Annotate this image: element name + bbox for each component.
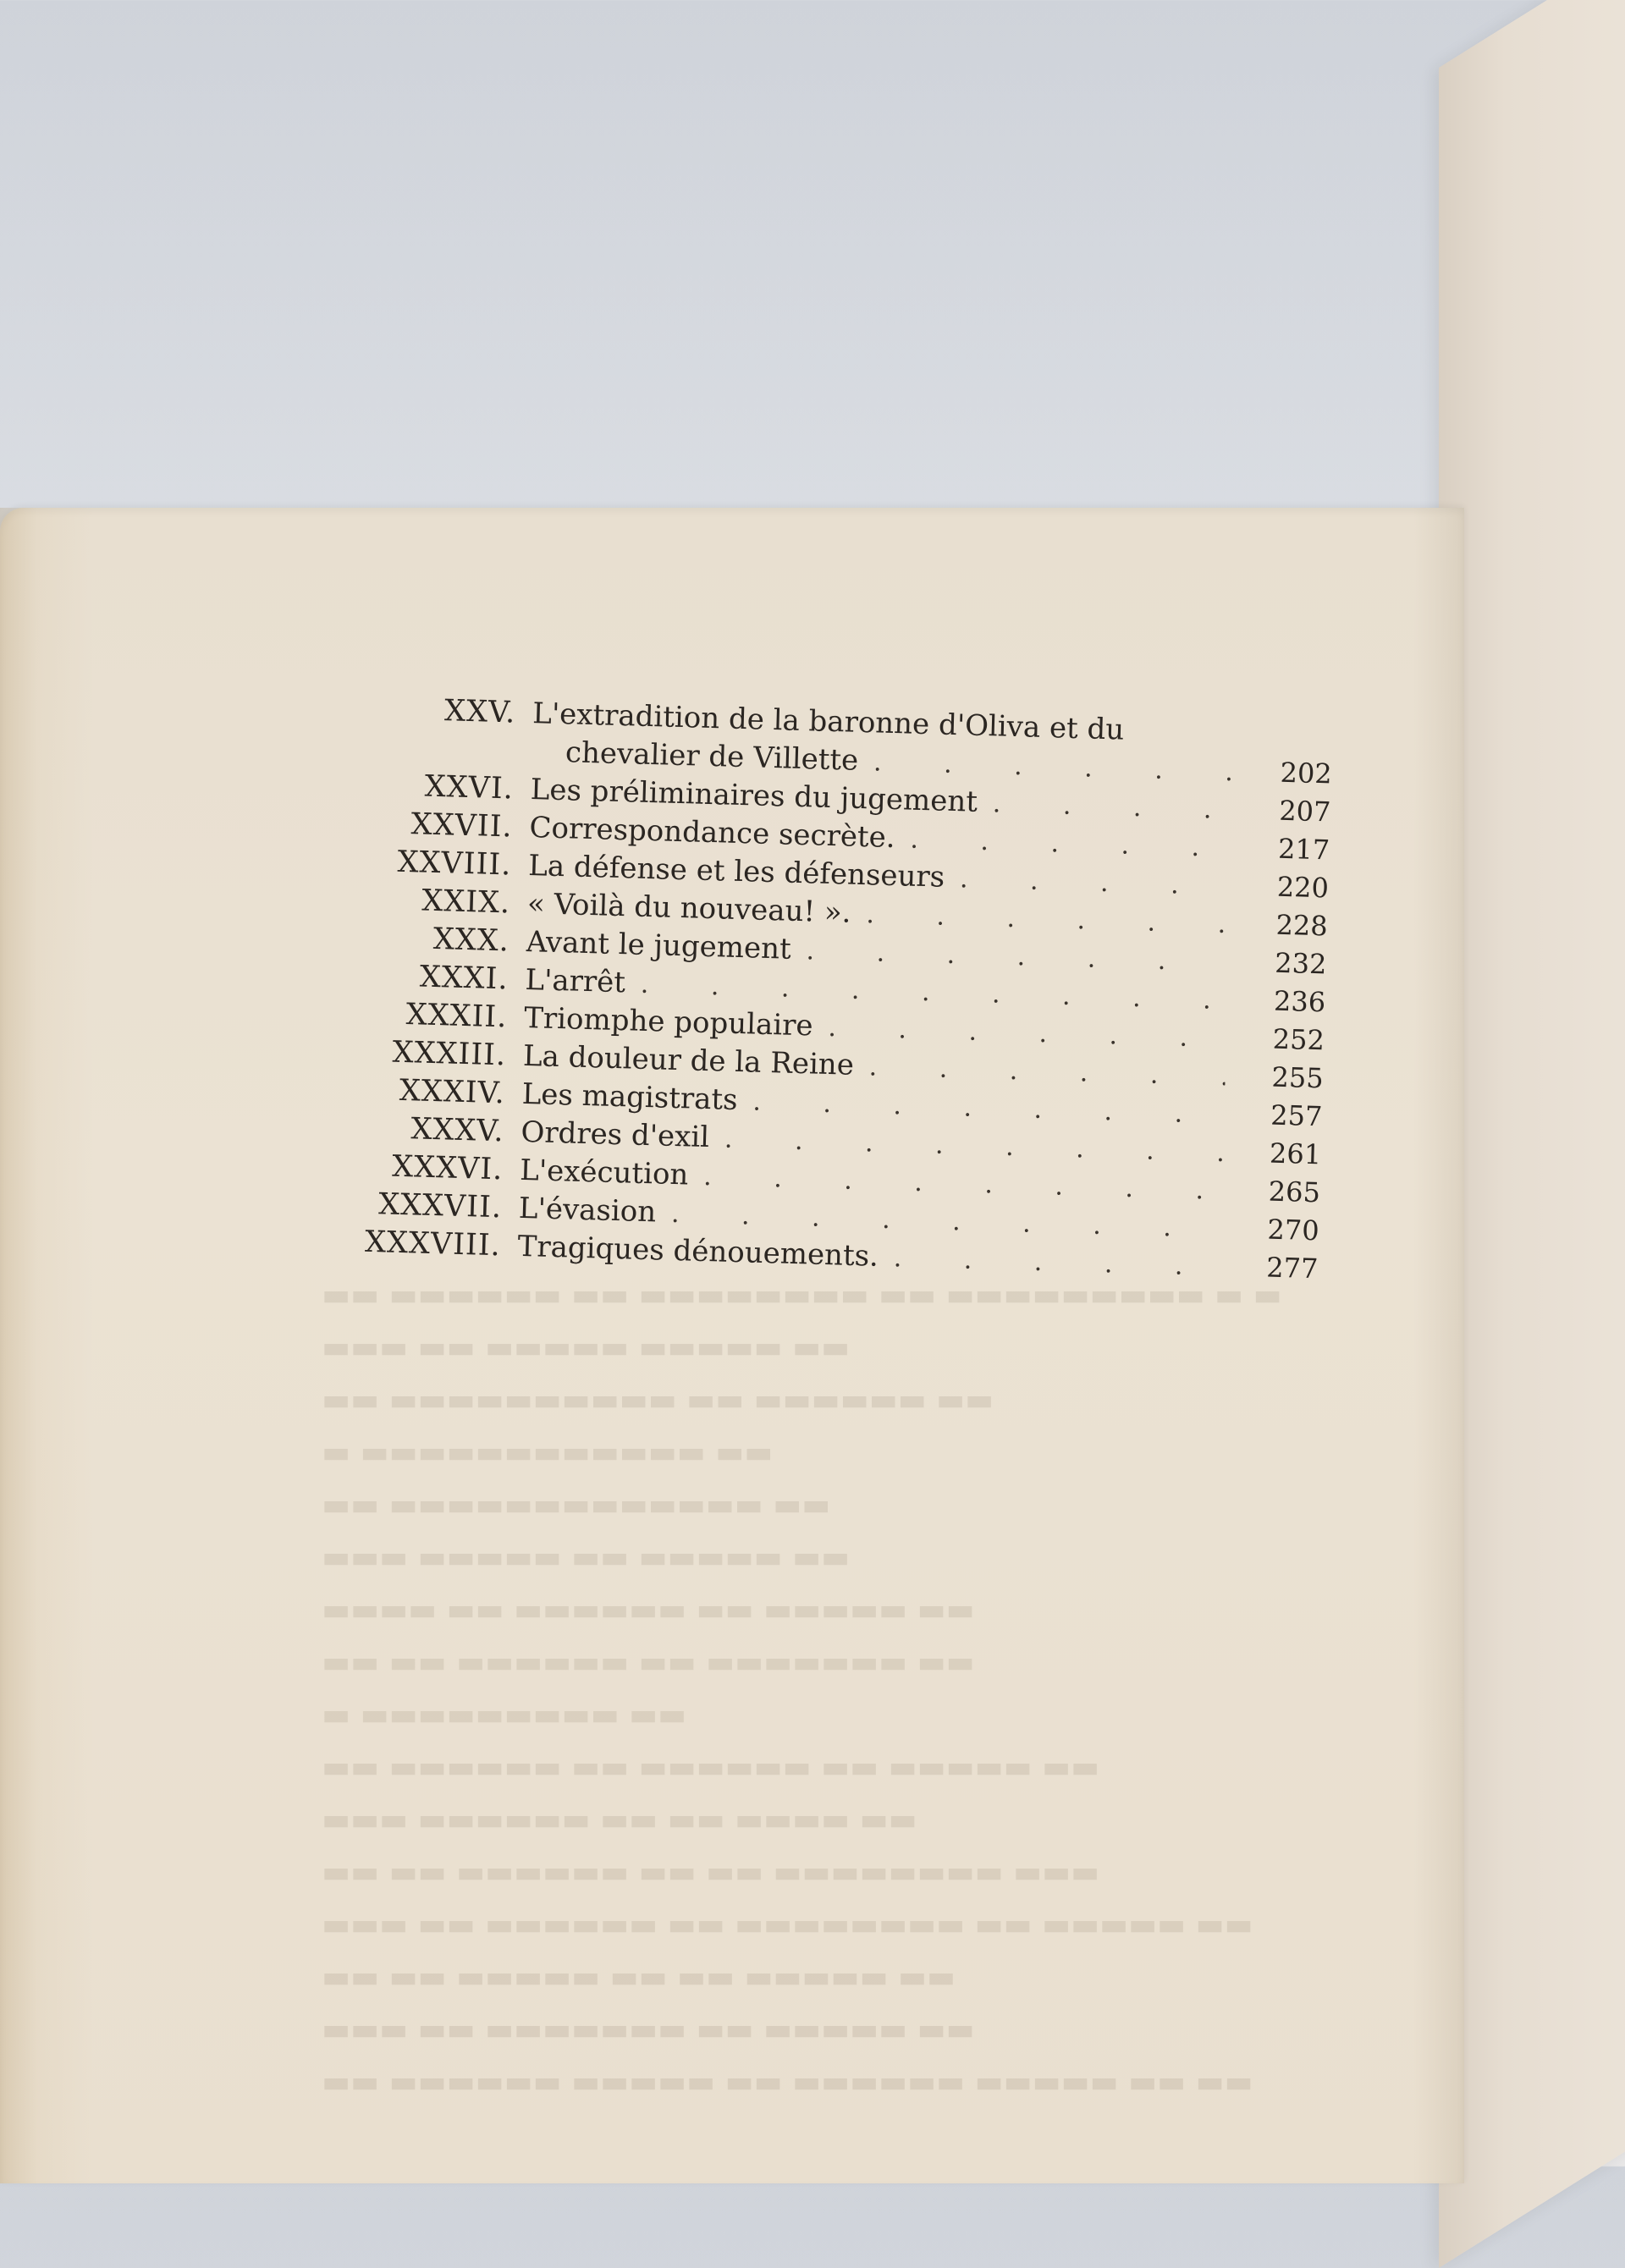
chapter-title: Correspondance secrète. — [529, 811, 896, 856]
chapter-number: XXXVIII. — [364, 1225, 502, 1263]
chapter-title: L'exécution — [519, 1153, 689, 1192]
page-number: 220 — [1276, 870, 1330, 905]
facing-page — [1439, 0, 1625, 2268]
page-number: 257 — [1270, 1098, 1323, 1133]
chapter-number: XXXIV. — [399, 1073, 506, 1111]
chapter-number: XXX. — [432, 922, 510, 959]
dot-leader — [868, 1052, 1226, 1092]
page-number: 236 — [1273, 984, 1326, 1019]
chapter-number: XXV. — [443, 694, 516, 730]
chapter-title: L'arrêt — [524, 962, 626, 1000]
page-number: 232 — [1274, 946, 1327, 981]
chapter-number: XXXV. — [410, 1112, 505, 1149]
dot-leader — [992, 789, 1233, 825]
table-of-contents — [272, 690, 1336, 1290]
chapter-number: XXVIII. — [397, 845, 512, 883]
dot-leader — [960, 864, 1231, 901]
chapter-title: « Voilà du nouveau! ». — [526, 887, 852, 930]
page-number: 255 — [1271, 1060, 1325, 1095]
dot-leader — [866, 900, 1230, 939]
chapter-title: La douleur de la Reine — [522, 1038, 855, 1082]
chapter-number: XXVII. — [410, 807, 514, 845]
page-number: 228 — [1275, 908, 1329, 943]
chapter-title: La défense et les défenseurs — [527, 849, 945, 895]
dot-leader — [806, 936, 1229, 977]
chapter-title-continuation: chevalier de Villette — [565, 735, 859, 778]
chapter-number: XXXI. — [419, 960, 510, 997]
chapter-title: Avant le jugement — [526, 924, 792, 966]
chapter-title: Ordres d'exil — [520, 1115, 710, 1155]
page-number: 277 — [1265, 1251, 1319, 1285]
chapter-number: XXXII. — [405, 998, 508, 1035]
dot-leader — [893, 1243, 1220, 1282]
chapter-number: XXIX. — [421, 884, 511, 921]
chapter-number: XXXIII. — [392, 1035, 507, 1073]
dot-leader — [910, 825, 1232, 864]
dot-leader — [873, 747, 1234, 787]
chapter-title: Les magistrats — [521, 1076, 739, 1118]
chapter-title: L'extradition de la baronne d'Oliva et du — [532, 696, 1125, 747]
page-number: 202 — [1280, 756, 1333, 790]
chapter-number: XXXVII. — [377, 1187, 503, 1225]
chapter-title: Les préliminaires du jugement — [530, 773, 978, 819]
chapter-title: Tragiques dénouements. — [517, 1229, 879, 1274]
dot-leader — [828, 1013, 1226, 1054]
page-number: 261 — [1269, 1137, 1322, 1171]
page-number: 217 — [1277, 832, 1330, 867]
chapter-number: XXXVI. — [391, 1149, 504, 1187]
page-number: 265 — [1268, 1175, 1321, 1209]
chapter-title: L'évasion — [518, 1191, 657, 1230]
page-number: 207 — [1278, 794, 1331, 828]
chapter-title: Triomphe populaire — [523, 1000, 814, 1043]
page-number: 270 — [1267, 1213, 1320, 1247]
page-number: 252 — [1272, 1022, 1325, 1057]
chapter-number: XXVI. — [424, 769, 515, 806]
